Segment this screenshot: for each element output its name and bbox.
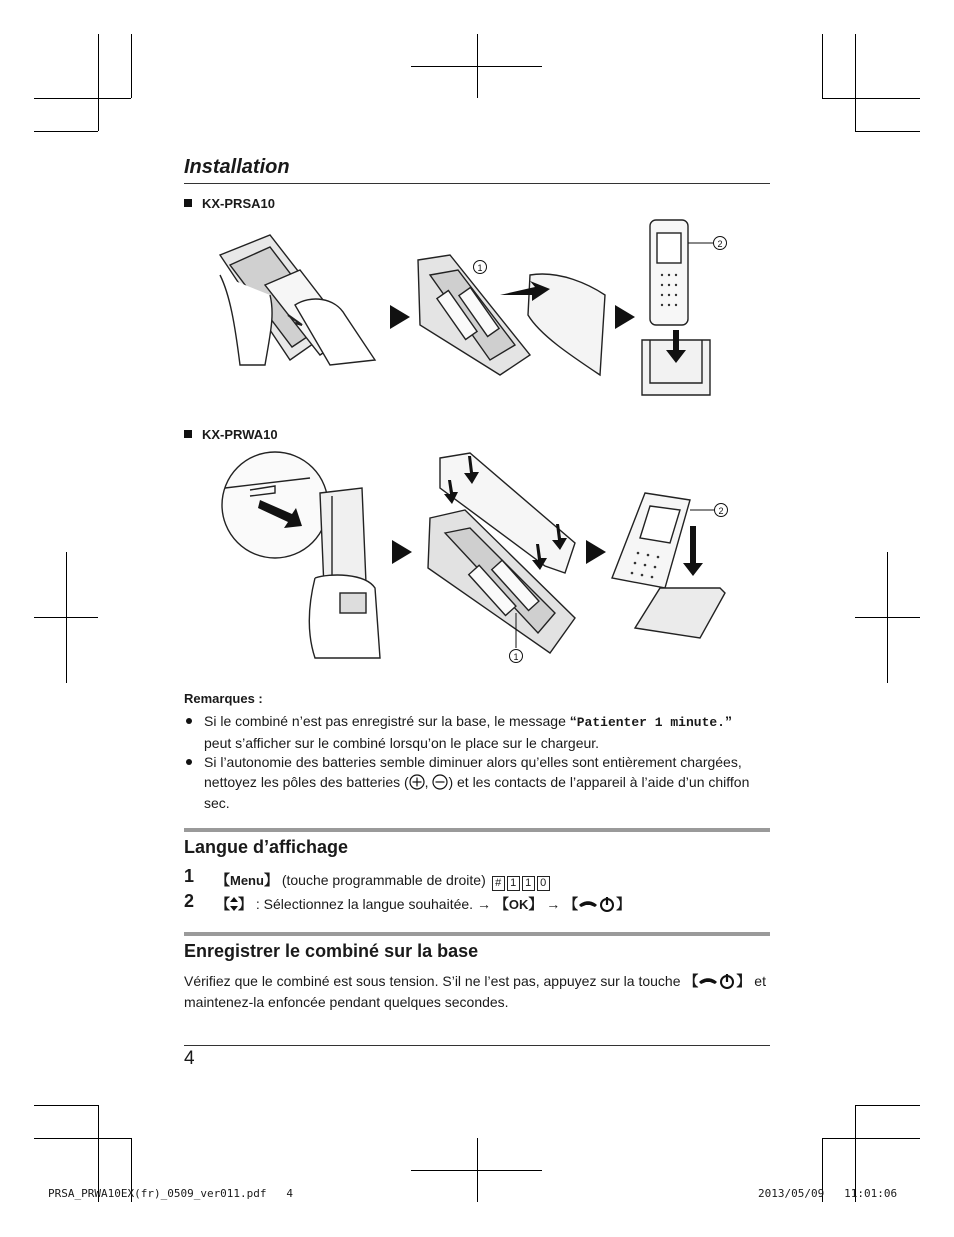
bullet-dot bbox=[186, 759, 192, 765]
up-down-arrow-icon bbox=[230, 897, 238, 911]
section-title-langue: Langue d’affichage bbox=[184, 837, 349, 857]
key-1: 1 bbox=[507, 876, 520, 891]
callout-one: 1 bbox=[477, 263, 483, 273]
page-number: 4 bbox=[184, 1048, 195, 1069]
remark-2: Si l’autonomie des batteries semble diminuer alors qu’elles sont entièrement chargées, bbox=[204, 754, 742, 770]
arrow-right-icon: → bbox=[476, 896, 491, 912]
step-2-number: 2 bbox=[184, 891, 195, 911]
model-label-prwa: KX-PRWA10 bbox=[184, 425, 278, 445]
svg-text:1: 1 bbox=[513, 652, 519, 662]
square-bullet-icon bbox=[184, 430, 192, 438]
bullet-dot bbox=[186, 718, 192, 724]
prsa-illustration bbox=[210, 215, 730, 405]
enregistrer-body-line2: maintenez-la enfoncée pendant quelques secondes. bbox=[184, 994, 509, 1010]
remarks-title: Remarques : bbox=[184, 691, 263, 706]
step-1-number: 1 bbox=[184, 866, 195, 886]
page-header: Installation bbox=[184, 156, 290, 178]
footer-rule bbox=[184, 1045, 770, 1046]
header-rule bbox=[184, 183, 770, 184]
off-power-icon bbox=[698, 973, 736, 989]
remark-1-line2: peut s’afficher sur le combiné lorsqu’on le place sur le chargeur. bbox=[204, 735, 600, 751]
off-power-icon bbox=[578, 896, 616, 912]
step-2: 【 】 : Sélectionnez la langue souhaitée. → 【OK】 → 【 】 bbox=[216, 896, 631, 912]
prwa-illustration bbox=[220, 448, 740, 678]
callout-two: 2 bbox=[717, 239, 723, 249]
section-rule bbox=[184, 932, 770, 936]
enregistrer-body-line1: Vérifiez que le combiné est sous tension. S’il ne l’est pas, appuyez sur la touche 【 】 et bbox=[184, 973, 766, 989]
print-footer-file: PRSA_PRWA10EX(fr)_0509_ver011.pdf 4 bbox=[48, 1187, 294, 1200]
key-hash: # bbox=[492, 876, 505, 891]
step-1: 【Menu】 (touche programmable de droite) # 1 1 0 bbox=[216, 870, 550, 891]
remark-2-line2: nettoyez les pôles des batteries ( , ) et les contacts de l’appareil à l’aide d’un chiffon bbox=[204, 774, 750, 790]
key-0: 0 bbox=[537, 876, 550, 891]
section-rule bbox=[184, 828, 770, 832]
remark-1: Si le combiné n’est pas enregistré sur la base, le message “Patienter 1 minute.” bbox=[204, 713, 732, 730]
arrow-right-icon: → bbox=[546, 896, 561, 912]
model-label-prsa: KX-PRSA10 bbox=[184, 194, 275, 214]
remark-2-line3: sec. bbox=[204, 795, 230, 811]
minus-terminal-icon bbox=[432, 774, 448, 790]
section-title-enregistrer: Enregistrer le combiné sur la base bbox=[184, 941, 479, 961]
plus-terminal-icon bbox=[409, 774, 425, 790]
display-message: Patienter 1 minute. bbox=[576, 715, 725, 730]
svg-text:2: 2 bbox=[718, 506, 724, 516]
print-footer-datetime: 2013/05/09 11:01:06 bbox=[758, 1187, 898, 1200]
menu-key: Menu bbox=[230, 873, 264, 888]
key-1: 1 bbox=[522, 876, 535, 891]
ok-key: OK bbox=[508, 897, 529, 912]
square-bullet-icon bbox=[184, 199, 192, 207]
